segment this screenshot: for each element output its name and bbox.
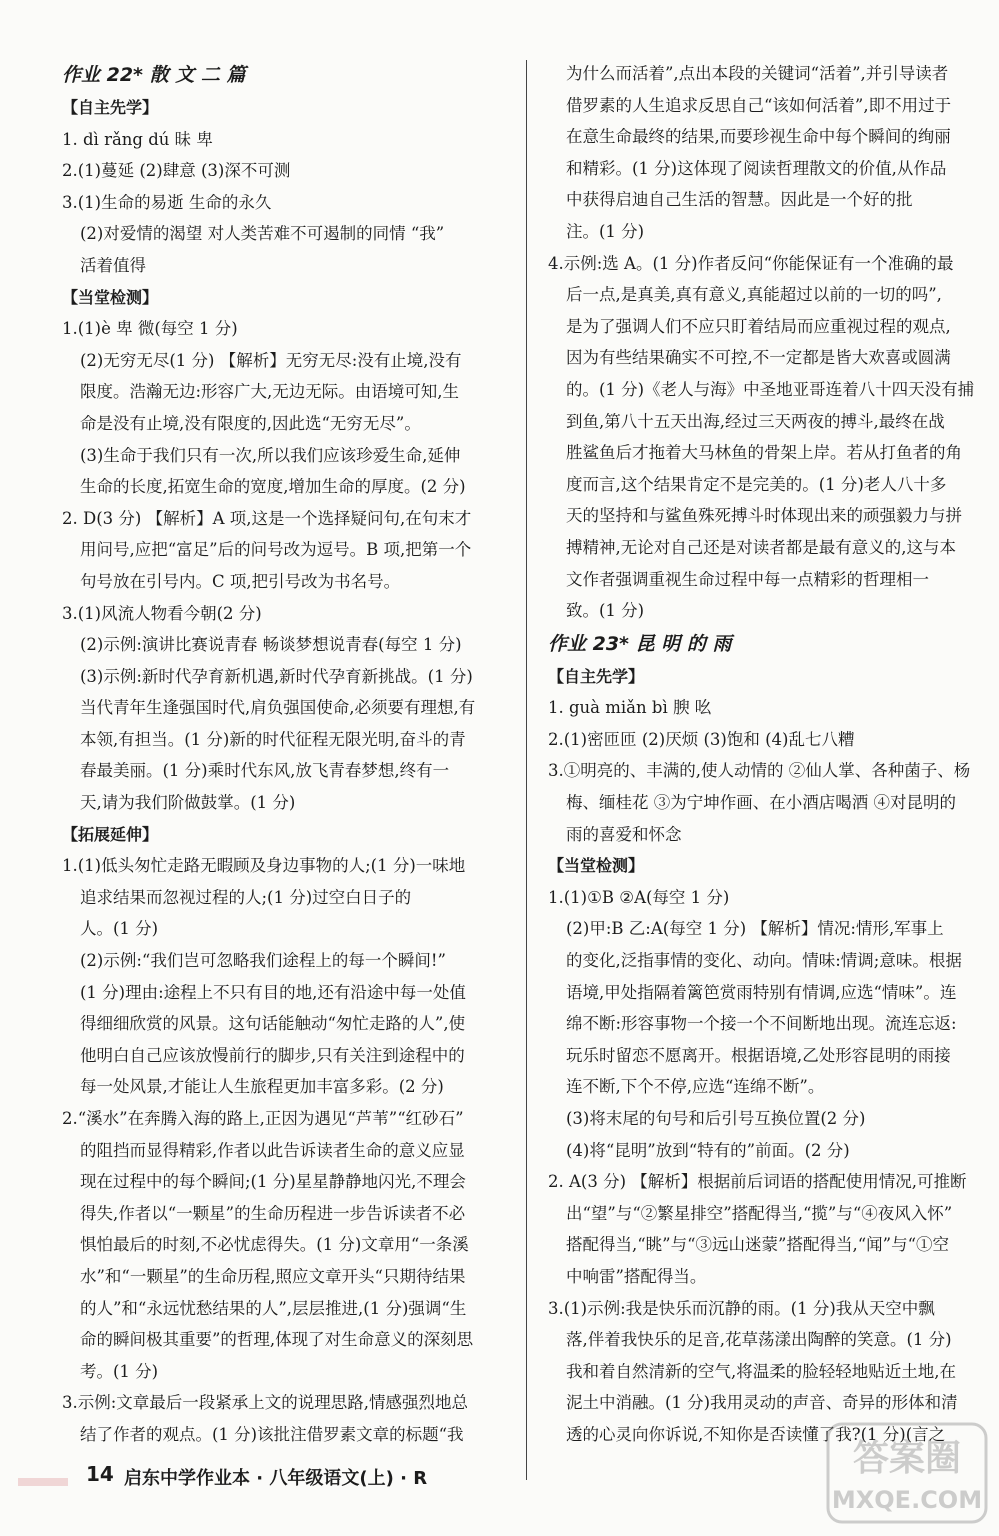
text-line: 绵不断:形容事物一个接一个不间断地出现。流连忘返:: [566, 1014, 957, 1034]
text-line: 本领,有担当。(1 分)新的时代征程无限光明,奋斗的青: [80, 729, 466, 749]
text-line: 中获得启迪自己生活的智慧。因此是一个好的批: [566, 190, 913, 210]
text-line: 2. D(3 分) 【解析】A 项,这是一个选择疑问句,在句末才: [62, 508, 472, 528]
text-line: 胜鲨鱼后才拖着大马林鱼的骨架上岸。若从打鱼者的角: [566, 443, 962, 463]
text-line: 致。(1 分): [566, 601, 645, 621]
section-heading: 【当堂检测】: [62, 287, 159, 307]
text-line: 水”和“一颗星”的生命历程,照应文章开头“只期待结果: [80, 1266, 466, 1286]
text-line: 雨的喜爱和怀念: [566, 824, 682, 844]
section-heading: 【拓展延伸】: [62, 824, 159, 844]
text-line: 和精彩。(1 分)这体现了阅读哲理散文的价值,从作品: [566, 158, 947, 178]
text-line: (4)将“昆明”放到“特有的”前面。(2 分): [566, 1140, 850, 1160]
text-line: 为什么而活着”,点出本段的关键词“活着”,并引导读者: [566, 64, 949, 83]
text-line: 的人”和“永远忧愁结果的人”,层层推进,(1 分)强调“生: [80, 1298, 467, 1318]
text-line: 玩乐时留恋不愿离开。根据语境,乙处形容昆明的雨接: [566, 1045, 951, 1065]
text-line: 泥土中消融。(1 分)我用灵动的声音、奇异的形体和清: [566, 1393, 958, 1413]
section-heading: 【当堂检测】: [548, 856, 645, 876]
text-line: 落,伴着我快乐的足音,花草荡漾出陶醉的笑意。(1 分): [566, 1330, 952, 1350]
text-line: 生命的长度,拓宽生命的宽度,增加生命的厚度。(2 分): [80, 477, 466, 497]
text-line: 1.(1)è 卑 微(每空 1 分): [62, 319, 238, 339]
text-line: 1.(1)低头匆忙走路无暇顾及身边事物的人;(1 分)一味地: [62, 856, 466, 876]
text-line: 4.示例:选 A。(1 分)作者反问“你能保证有一个准确的最: [548, 253, 954, 273]
text-line: 春最美丽。(1 分)乘时代东风,放飞青春梦想,终有一: [80, 761, 450, 781]
text-line: 句号放在引号内。C 项,把引号改为书名号。: [80, 571, 401, 591]
text-line: 惧怕最后的时刻,不必忧虑得失。(1 分)文章用“一条溪: [80, 1235, 469, 1255]
text-line: 3.(1)生命的易逝 生命的永久: [62, 192, 272, 212]
watermark-text-top: 答案圈: [852, 1438, 962, 1479]
text-line: 天的坚持和与鲨鱼殊死搏斗时体现出来的顽强毅力与拼: [566, 506, 962, 526]
text-line: 活着值得: [80, 255, 146, 275]
text-line: 2.(1)密匝匝 (2)厌烦 (3)饱和 (4)乱七八糟: [548, 729, 855, 749]
text-line: 3.(1)示例:我是快乐而沉静的雨。(1 分)我从天空中飘: [548, 1298, 935, 1318]
text-line: 文作者强调重视生命过程中每一点精彩的哲理相一: [566, 569, 929, 589]
text-line: 用问号,应把“富足”后的问号改为逗号。B 项,把第一个: [80, 540, 472, 560]
text-line: 得失,作者以“一颗星”的生命历程进一步告诉读者不必: [80, 1203, 466, 1223]
text-line: 后一点,是真美,真有意义,真能超过以前的一切的吗”,: [566, 285, 942, 305]
book-title: 启东中学作业本 · 八年级语文(上) · R: [124, 1468, 428, 1489]
text-line: 天,请为我们阶做鼓掌。(1 分): [80, 793, 296, 813]
page-number: 14: [86, 1462, 114, 1486]
footer-accent-bar: [18, 1478, 68, 1486]
text-line: 借罗素的人生追求反思自己“该如何活着”,即不用过于: [566, 95, 952, 115]
text-line: 的变化,泛指事情的变化、动向。情味:情调;意味。根据: [566, 951, 962, 971]
left-column: [62, 58, 510, 1451]
text-line: 3.示例:文章最后一段紧承上文的说理思路,情感强烈地总: [62, 1393, 469, 1413]
text-line: (2)无穷无尽(1 分) 【解析】无穷无尽:没有止境,没有: [80, 350, 462, 370]
text-line: 2. A(3 分) 【解析】根据前后词语的搭配使用情况,可推断: [548, 1172, 967, 1192]
text-line: 每一处风景,才能让人生旅程更加丰富多彩。(2 分): [80, 1077, 444, 1097]
text-line: (2)示例:“我们岂可忽略我们途程上的每一个瞬间!”: [80, 951, 446, 971]
text-line: 搏精神,无论对自己还是对读者都是最有意义的,这与本: [566, 537, 956, 557]
text-line: (3)生命于我们只有一次,所以我们应该珍爱生命,延伸: [80, 445, 461, 465]
text-line: 中响雷”搭配得当。: [566, 1266, 707, 1286]
text-line: 2.(1)蔓延 (2)肆意 (3)深不可测: [62, 161, 291, 181]
text-line: 注。(1 分): [566, 221, 645, 241]
text-line: 2.“溪水”在奔腾入海的路上,正因为遇见“芦苇”“红砂石”: [62, 1109, 464, 1128]
column-divider: [526, 60, 527, 1480]
text-line: 命是没有止境,没有限度的,因此选“无穷无尽”。: [80, 413, 421, 433]
section-heading: 【自主先学】: [62, 98, 159, 117]
text-line: 考。(1 分): [80, 1361, 159, 1381]
text-line: 我和着自然清新的空气,将温柔的脸轻轻地贴近土地,在: [566, 1361, 956, 1381]
text-line: 到鱼,第八十五天出海,经过三天两夜的搏斗,最终在战: [566, 411, 945, 431]
text-line: 得细细欣赏的风景。这句话能触动“匆忙走路的人”,使: [80, 1014, 466, 1034]
text-line: 现在过程中的每个瞬间;(1 分)星星静静地闪光,不理会: [80, 1172, 466, 1192]
text-line: 结了作者的观点。(1 分)该批注借罗素文章的标题“我: [80, 1424, 464, 1444]
watermark-logo: [822, 1418, 992, 1528]
text-line: 命的瞬间极其重要”的哲理,体现了对生命意义的深刻思: [80, 1330, 474, 1350]
text-line: 1. dì rǎng dú 昧 卑: [62, 129, 213, 149]
watermark-text-bottom: MXQE.COM: [831, 1486, 983, 1514]
assignment-heading: 作业 23* 昆 明 的 雨: [548, 632, 732, 655]
text-line: 1.(1)①B ②A(每空 1 分): [548, 887, 730, 907]
text-line: 是为了强调人们不应只盯着结局而应重视过程的观点,: [566, 316, 951, 336]
text-line: 语境,甲处指隔着篱笆赏雨特别有情调,应选“情味”。连: [566, 982, 957, 1002]
text-line: 限度。浩瀚无边:形容广大,无边无际。由语境可知,生: [80, 382, 460, 402]
text-line: (2)对爱情的渴望 对人类苦难不可遏制的同情 “我”: [80, 224, 445, 244]
right-column: [548, 58, 982, 1451]
text-line: 因为有些结果确实不可控,不一定都是皆大欢喜或圆满: [566, 348, 951, 368]
text-line: 的。(1 分)《老人与海》中圣地亚哥连着八十四天没有捕: [566, 379, 975, 399]
text-line: (3)将末尾的句号和后引号互换位置(2 分): [566, 1109, 866, 1128]
section-heading: 【自主先学】: [548, 666, 645, 686]
text-line: (3)示例:新时代孕育新机遇,新时代孕育新挑战。(1 分): [80, 666, 473, 686]
text-line: (1 分)理由:途程上不只有目的地,还有沿途中每一处值: [80, 982, 466, 1002]
text-line: 透的心灵向你诉说,不知你是否读懂了我?(1 分)(言之: [566, 1424, 946, 1444]
text-line: 1. guà miǎn bì 腴 吆: [548, 698, 712, 718]
text-line: 出“望”与“②繁星排空”搭配得当,“揽”与“④夜风入怀”: [566, 1203, 953, 1223]
text-line: 他明白自己应该放慢前行的脚步,只有关注到途程中的: [80, 1045, 465, 1065]
text-line: (2)甲:B 乙:A(每空 1 分) 【解析】情况:情形,军事上: [566, 919, 944, 939]
text-line: 3.(1)风流人物看今朝(2 分): [62, 603, 262, 623]
text-line: 3.①明亮的、丰满的,使人动情的 ②仙人掌、各种菌子、杨: [548, 761, 971, 781]
text-line: 追求结果而忽视过程的人;(1 分)过空白日子的: [80, 887, 412, 907]
text-line: 人。(1 分): [80, 919, 159, 939]
text-line: 梅、缅桂花 ③为宁坤作画、在小酒店喝酒 ④对昆明的: [566, 793, 956, 813]
text-line: 搭配得当,“眺”与“③远山迷蒙”搭配得当,“闻”与“①空: [566, 1235, 950, 1255]
text-line: 当代青年生逢强国时代,肩负强国使命,必须要有理想,有: [80, 698, 476, 718]
text-line: 在意生命最终的结果,而要珍视生命中每个瞬间的绚丽: [566, 127, 951, 147]
text-line: 的阻挡而显得精彩,作者以此告诉读者生命的意义应显: [80, 1140, 465, 1160]
text-line: 连不断,下个不停,应选“连绵不断”。: [566, 1077, 825, 1097]
text-line: (2)示例:演讲比赛说青春 畅谈梦想说青春(每空 1 分): [80, 635, 462, 655]
assignment-heading: 作业 22* 散 文 二 篇: [62, 64, 246, 86]
text-line: 度而言,这个结果肯定不是完美的。(1 分)老人八十多: [566, 474, 947, 494]
